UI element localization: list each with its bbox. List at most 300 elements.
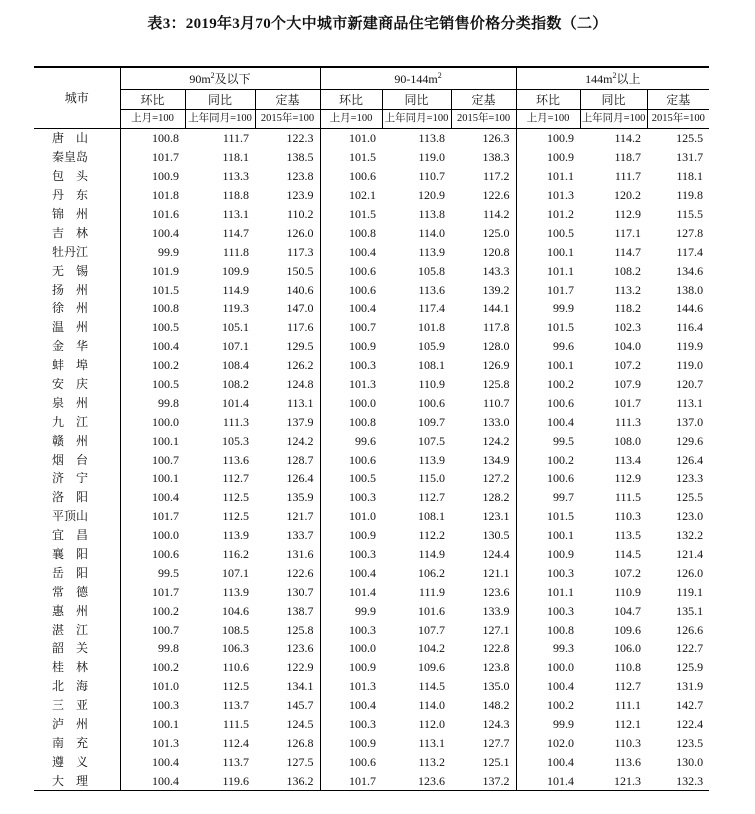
index-value-cell: 129.6	[676, 433, 704, 448]
index-value-cell: 114.7	[614, 244, 642, 259]
index-value-cell: 123.6	[255, 639, 320, 658]
table-row	[34, 318, 709, 337]
group-header-large-base: 144m	[585, 71, 613, 86]
index-value-cell: 125.0	[451, 223, 516, 242]
index-value-cell: 100.4	[152, 225, 179, 240]
index-value-cell: 119.0	[418, 150, 446, 165]
index-value-cell: 110.8	[614, 660, 642, 675]
index-value-cell: 114.0	[418, 225, 446, 240]
index-value-cell: 100.2	[152, 603, 179, 618]
index-value-cell: 101.3	[349, 377, 377, 392]
index-value-cell: 118.1	[676, 169, 704, 184]
index-value-cell: 108.5	[222, 622, 249, 637]
group-header-large-suffix: 以上	[616, 71, 641, 86]
base-label-last-year: 上年同月=100	[185, 110, 255, 129]
table-row	[34, 299, 709, 318]
index-value-cell: 123.6	[382, 771, 451, 790]
index-value-cell: 108.2	[222, 377, 249, 392]
index-value-cell: 107.2	[614, 358, 642, 373]
index-value-cell: 126.2	[255, 356, 320, 375]
city-name-cell: 徐 州	[34, 299, 120, 318]
table-row	[34, 507, 709, 526]
index-value-cell: 101.6	[152, 207, 179, 221]
index-value-cell: 101.7	[320, 771, 382, 790]
index-value-cell: 101.0	[349, 131, 377, 146]
table-row	[34, 450, 709, 469]
index-value-cell: 118.8	[222, 188, 249, 203]
index-value-cell: 100.9	[547, 150, 575, 165]
index-value-cell: 113.8	[418, 131, 446, 146]
index-value-cell: 99.9	[355, 603, 377, 618]
index-value-cell: 101.7	[614, 395, 642, 410]
index-value-cell: 122.3	[255, 129, 320, 148]
city-name-cell: 韶 关	[34, 639, 120, 658]
index-value-cell: 112.5	[222, 490, 249, 505]
city-column-header: 城市	[34, 67, 120, 129]
index-value-cell: 121.3	[580, 771, 647, 790]
index-value-cell: 111.9	[418, 584, 446, 599]
table-row	[34, 752, 709, 771]
index-value-cell: 100.8	[152, 131, 179, 146]
index-value-cell: 113.6	[614, 754, 642, 769]
index-value-cell: 114.9	[222, 282, 249, 297]
index-value-cell: 101.4	[222, 395, 249, 410]
index-value-cell: 125.8	[451, 375, 516, 394]
index-value-cell: 126.3	[451, 129, 516, 148]
index-value-cell: 133.9	[451, 601, 516, 620]
index-value-cell: 113.1	[255, 393, 320, 412]
index-value-cell: 108.1	[418, 358, 446, 373]
price-index-table	[34, 66, 709, 791]
index-value-cell: 99.5	[158, 565, 179, 580]
index-value-cell: 117.6	[255, 318, 320, 337]
base-label-last-month: 上月=100	[320, 110, 382, 129]
index-value-cell: 99.7	[553, 490, 575, 505]
index-value-cell: 109.7	[418, 414, 446, 429]
city-name-cell: 大 理	[34, 771, 120, 790]
index-value-cell: 136.2	[255, 771, 320, 790]
index-value-cell: 101.7	[547, 282, 575, 297]
table-row	[34, 205, 709, 224]
index-value-cell: 114.2	[451, 205, 516, 224]
index-value-cell: 100.3	[349, 358, 377, 373]
index-value-cell: 114.5	[418, 679, 446, 694]
city-name-cell: 金 华	[34, 337, 120, 356]
sub-header-fixed-base: 定基	[647, 90, 709, 110]
table-row	[34, 771, 709, 790]
index-value-cell: 102.1	[349, 188, 377, 203]
index-value-cell: 113.1	[222, 207, 249, 221]
index-value-cell: 115.0	[418, 471, 446, 486]
index-value-cell: 111.1	[614, 698, 642, 713]
index-value-cell: 112.0	[418, 717, 446, 732]
index-value-cell: 113.1	[676, 395, 704, 410]
table-row	[34, 545, 709, 564]
table-row	[34, 563, 709, 582]
city-name-cell: 泸 州	[34, 715, 120, 734]
index-value-cell: 107.7	[418, 622, 446, 637]
index-value-cell: 117.2	[451, 167, 516, 186]
index-value-cell: 113.6	[222, 452, 249, 467]
table-row	[34, 412, 709, 431]
index-value-cell: 134.1	[255, 677, 320, 696]
index-value-cell: 105.8	[418, 263, 446, 278]
index-value-cell: 100.7	[349, 320, 377, 335]
index-value-cell: 100.5	[349, 471, 377, 486]
index-value-cell: 100.9	[349, 660, 377, 675]
index-value-cell: 123.8	[255, 167, 320, 186]
index-value-cell: 102.0	[547, 735, 575, 750]
index-value-cell: 113.9	[418, 452, 446, 467]
index-value-cell: 110.2	[255, 205, 320, 224]
index-value-cell: 126.4	[676, 452, 704, 467]
index-value-cell: 134.6	[676, 263, 704, 278]
table-row	[34, 696, 709, 715]
index-value-cell: 104.2	[418, 641, 446, 656]
index-value-cell: 108.4	[222, 358, 249, 373]
index-value-cell: 134.9	[451, 450, 516, 469]
index-value-cell: 100.1	[152, 471, 179, 486]
index-value-cell: 128.2	[451, 488, 516, 507]
index-value-cell: 126.0	[676, 565, 704, 580]
group-header-large-sup: 2	[612, 70, 617, 80]
index-value-cell: 113.3	[222, 169, 249, 184]
index-value-cell: 105.3	[222, 433, 249, 448]
index-value-cell: 100.4	[349, 301, 377, 316]
index-value-cell: 101.5	[349, 207, 377, 221]
index-value-cell: 127.8	[676, 225, 704, 240]
index-value-cell: 131.7	[676, 150, 704, 165]
index-value-cell: 126.0	[255, 223, 320, 242]
index-value-cell: 144.6	[676, 301, 704, 316]
index-value-cell: 123.6	[451, 582, 516, 601]
index-value-cell: 107.9	[614, 377, 642, 392]
index-value-cell: 101.8	[152, 188, 179, 203]
index-value-cell: 110.7	[451, 393, 516, 412]
city-name-cell: 烟 台	[34, 450, 120, 469]
index-value-cell: 102.3	[614, 320, 642, 335]
index-value-cell: 107.1	[222, 339, 249, 354]
index-value-cell: 123.9	[255, 186, 320, 205]
city-name-cell: 遵 义	[34, 752, 120, 771]
index-value-cell: 100.7	[152, 622, 179, 637]
index-value-cell: 99.5	[553, 433, 575, 448]
index-value-cell: 105.9	[418, 339, 446, 354]
index-value-cell: 132.3	[647, 771, 709, 790]
sub-header-yoy: 同比	[382, 90, 451, 110]
index-value-cell: 125.5	[676, 490, 704, 505]
index-value-cell: 101.3	[547, 188, 575, 203]
city-name-cell: 扬 州	[34, 280, 120, 299]
table-row	[34, 715, 709, 734]
sub-header-mom: 环比	[516, 90, 580, 110]
index-value-cell: 117.4	[418, 301, 446, 316]
group-header-small-suffix: 及以下	[214, 71, 251, 86]
base-label-2015: 2015年=100	[255, 110, 320, 129]
index-value-cell: 122.7	[676, 641, 704, 656]
index-value-cell: 144.1	[451, 299, 516, 318]
index-value-cell: 99.3	[553, 641, 575, 656]
index-value-cell: 101.1	[547, 263, 575, 278]
index-value-cell: 116.4	[676, 320, 704, 335]
index-value-cell: 111.5	[614, 490, 642, 505]
index-value-cell: 104.0	[614, 339, 642, 354]
index-value-cell: 100.3	[349, 717, 377, 732]
city-name-cell: 湛 江	[34, 620, 120, 639]
city-name-cell: 无 锡	[34, 261, 120, 280]
index-value-cell: 100.2	[547, 698, 575, 713]
index-value-cell: 100.8	[152, 301, 179, 316]
base-label-last-year: 上年同月=100	[580, 110, 647, 129]
index-value-cell: 100.0	[349, 641, 377, 656]
index-value-cell: 100.6	[547, 395, 575, 410]
index-value-cell: 143.3	[451, 261, 516, 280]
index-value-cell: 128.7	[255, 450, 320, 469]
index-value-cell: 100.4	[152, 754, 179, 769]
table-row	[34, 658, 709, 677]
sub-header-mom: 环比	[120, 90, 185, 110]
index-value-cell: 100.1	[547, 244, 575, 259]
city-name-cell: 赣 州	[34, 431, 120, 450]
index-value-cell: 100.6	[547, 471, 575, 486]
index-value-cell: 101.2	[547, 207, 575, 221]
table-row	[34, 488, 709, 507]
table-row	[34, 677, 709, 696]
city-name-cell: 蚌 埠	[34, 356, 120, 375]
index-value-cell: 101.6	[418, 603, 446, 618]
index-value-cell: 101.4	[516, 771, 580, 790]
table-row	[34, 337, 709, 356]
index-value-cell: 100.7	[152, 452, 179, 467]
index-value-cell: 101.1	[547, 584, 575, 599]
index-value-cell: 100.1	[152, 433, 179, 448]
table-row	[34, 639, 709, 658]
index-value-cell: 108.2	[614, 263, 642, 278]
index-value-cell: 128.0	[451, 337, 516, 356]
index-value-cell: 110.9	[614, 584, 642, 599]
index-value-cell: 113.6	[418, 282, 446, 297]
city-name-cell: 包 头	[34, 167, 120, 186]
index-value-cell: 119.9	[676, 339, 704, 354]
index-value-cell: 101.7	[152, 584, 179, 599]
index-value-cell: 101.4	[349, 584, 377, 599]
index-value-cell: 114.7	[222, 225, 249, 240]
index-value-cell: 138.3	[451, 148, 516, 167]
table-row	[34, 601, 709, 620]
base-label-last-month: 上月=100	[516, 110, 580, 129]
index-value-cell: 138.0	[676, 282, 704, 297]
city-name-cell: 九 江	[34, 412, 120, 431]
index-value-cell: 110.6	[222, 660, 249, 675]
index-value-cell: 113.9	[222, 528, 249, 543]
index-value-cell: 99.9	[553, 301, 575, 316]
index-value-cell: 100.4	[349, 565, 377, 580]
city-name-cell: 唐 山	[34, 129, 120, 148]
index-value-cell: 101.5	[152, 282, 179, 297]
index-value-cell: 114.9	[418, 547, 446, 562]
index-value-cell: 100.3	[349, 490, 377, 505]
index-value-cell: 135.0	[451, 677, 516, 696]
index-value-cell: 126.6	[676, 622, 704, 637]
index-value-cell: 100.4	[349, 698, 377, 713]
index-value-cell: 111.7	[222, 131, 249, 146]
index-value-cell: 122.4	[676, 717, 704, 732]
index-value-cell: 100.8	[349, 414, 377, 429]
index-value-cell: 100.4	[152, 490, 179, 505]
index-value-cell: 127.7	[451, 734, 516, 753]
index-value-cell: 122.6	[255, 563, 320, 582]
index-value-cell: 100.6	[349, 169, 377, 184]
index-value-cell: 109.6	[418, 660, 446, 675]
index-value-cell: 131.9	[676, 679, 704, 694]
table-row	[34, 582, 709, 601]
group-header-medium-base: 90-144m	[394, 71, 438, 86]
base-label-last-year: 上年同月=100	[382, 110, 451, 129]
index-value-cell: 112.7	[418, 490, 446, 505]
index-value-cell: 122.8	[451, 639, 516, 658]
index-value-cell: 100.4	[547, 414, 575, 429]
index-value-cell: 112.9	[614, 207, 642, 221]
index-value-cell: 100.9	[547, 547, 575, 562]
index-value-cell: 100.2	[547, 452, 575, 467]
index-value-cell: 145.7	[255, 696, 320, 715]
index-value-cell: 100.1	[547, 358, 575, 373]
index-value-cell: 111.5	[222, 717, 249, 732]
index-value-cell: 107.1	[222, 565, 249, 580]
index-value-cell: 101.5	[547, 320, 575, 335]
index-value-cell: 124.5	[255, 715, 320, 734]
group-header-small-base: 90m	[189, 71, 211, 86]
index-value-cell: 122.6	[451, 186, 516, 205]
index-value-cell: 117.3	[255, 242, 320, 261]
index-value-cell: 110.9	[418, 377, 446, 392]
city-name-cell: 秦皇岛	[34, 148, 120, 167]
index-value-cell: 117.4	[676, 244, 704, 259]
index-value-cell: 100.6	[349, 452, 377, 467]
index-value-cell: 100.5	[547, 225, 575, 240]
city-name-cell: 宜 昌	[34, 526, 120, 545]
index-value-cell: 125.5	[676, 131, 704, 146]
index-value-cell: 127.1	[451, 620, 516, 639]
index-value-cell: 113.4	[614, 452, 642, 467]
index-value-cell: 112.1	[614, 717, 642, 732]
index-value-cell: 99.6	[355, 433, 377, 448]
index-value-cell: 100.9	[349, 339, 377, 354]
city-name-cell: 牡丹江	[34, 242, 120, 261]
base-label-last-month: 上月=100	[120, 110, 185, 129]
index-value-cell: 114.0	[418, 698, 446, 713]
table-row	[34, 129, 709, 148]
base-label-2015: 2015年=100	[451, 110, 516, 129]
index-value-cell: 109.9	[222, 263, 249, 278]
index-value-cell: 100.8	[349, 225, 377, 240]
index-value-cell: 100.1	[152, 717, 179, 732]
index-value-cell: 106.3	[222, 641, 249, 656]
index-value-cell: 115.5	[676, 207, 704, 221]
city-name-cell: 洛 阳	[34, 488, 120, 507]
index-value-cell: 113.9	[222, 584, 249, 599]
index-value-cell: 112.7	[614, 679, 642, 694]
index-value-cell: 101.5	[349, 150, 377, 165]
index-value-cell: 112.5	[222, 509, 249, 524]
index-value-cell: 121.7	[255, 507, 320, 526]
index-value-cell: 101.3	[349, 679, 377, 694]
index-value-cell: 142.7	[676, 698, 704, 713]
index-value-cell: 135.9	[255, 488, 320, 507]
group-header-medium-sup: 2	[437, 70, 442, 80]
index-value-cell: 125.8	[255, 620, 320, 639]
group-header-small-sup: 2	[210, 70, 215, 80]
index-value-cell: 119.6	[185, 771, 255, 790]
index-value-cell: 126.9	[451, 356, 516, 375]
table-body	[34, 129, 709, 791]
city-name-cell: 南 充	[34, 734, 120, 753]
index-value-cell: 100.3	[547, 565, 575, 580]
index-value-cell: 127.5	[255, 752, 320, 771]
index-value-cell: 100.4	[547, 679, 575, 694]
group-header-small	[120, 67, 320, 90]
index-value-cell: 113.8	[418, 207, 446, 221]
sub-header-yoy: 同比	[580, 90, 647, 110]
index-value-cell: 112.5	[222, 679, 249, 694]
index-value-cell: 113.1	[418, 735, 446, 750]
index-value-cell: 99.9	[158, 244, 179, 259]
index-value-cell: 100.9	[152, 169, 179, 184]
table-row	[34, 620, 709, 639]
table-row	[34, 469, 709, 488]
index-value-cell: 105.1	[222, 320, 249, 335]
index-value-cell: 127.2	[451, 469, 516, 488]
city-name-cell: 锦 州	[34, 205, 120, 224]
index-value-cell: 123.1	[451, 507, 516, 526]
index-value-cell: 108.1	[418, 509, 446, 524]
city-name-cell: 惠 州	[34, 601, 120, 620]
table-row	[34, 242, 709, 261]
city-name-cell: 桂 林	[34, 658, 120, 677]
index-value-cell: 101.0	[152, 679, 179, 694]
index-value-cell: 119.1	[676, 584, 704, 599]
base-label-2015: 2015年=100	[647, 110, 709, 129]
index-value-cell: 120.9	[418, 188, 446, 203]
index-value-cell: 130.5	[451, 526, 516, 545]
index-value-cell: 100.2	[152, 358, 179, 373]
index-value-cell: 110.7	[418, 169, 446, 184]
city-name-cell: 三 亚	[34, 696, 120, 715]
index-value-cell: 112.2	[418, 528, 446, 543]
index-value-cell: 113.7	[222, 754, 249, 769]
city-name-cell: 平顶山	[34, 507, 120, 526]
index-value-cell: 106.2	[418, 565, 446, 580]
index-value-cell: 137.9	[255, 412, 320, 431]
index-value-cell: 100.4	[120, 771, 185, 790]
index-value-cell: 101.3	[152, 735, 179, 750]
index-value-cell: 117.1	[614, 225, 642, 240]
index-value-cell: 114.5	[614, 547, 642, 562]
index-value-cell: 111.7	[614, 169, 642, 184]
index-value-cell: 112.4	[222, 735, 249, 750]
index-value-cell: 109.6	[614, 622, 642, 637]
index-value-cell: 137.2	[451, 771, 516, 790]
city-name-cell: 安 庆	[34, 375, 120, 394]
index-value-cell: 126.8	[255, 734, 320, 753]
index-value-cell: 123.0	[676, 509, 704, 524]
index-value-cell: 139.2	[451, 280, 516, 299]
index-value-cell: 101.0	[349, 509, 377, 524]
table-row	[34, 734, 709, 753]
index-value-cell: 100.0	[349, 395, 377, 410]
index-value-cell: 99.9	[553, 717, 575, 732]
index-value-cell: 111.8	[222, 244, 249, 259]
